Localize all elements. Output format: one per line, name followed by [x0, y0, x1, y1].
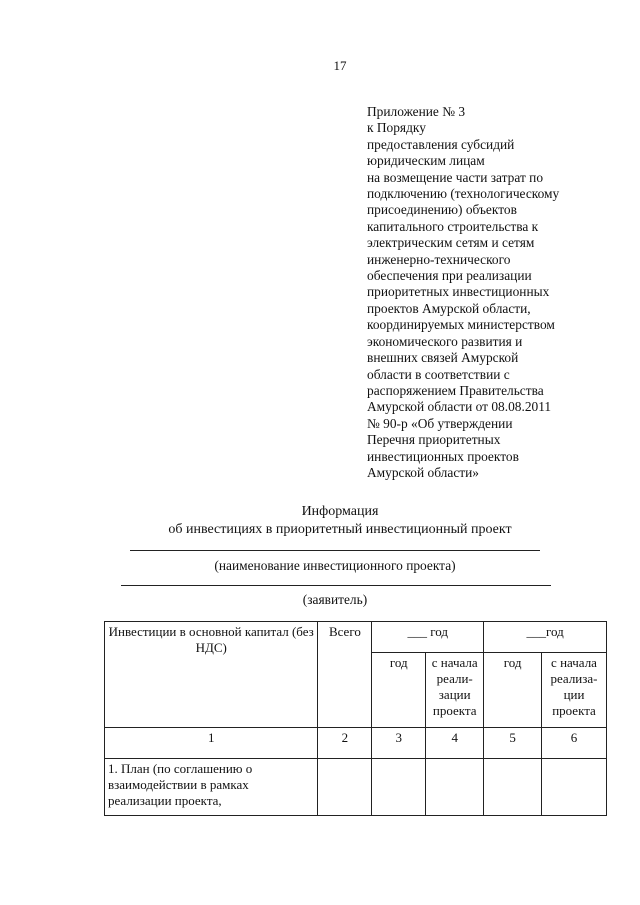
column-number: 3	[372, 728, 426, 759]
applicant-line	[121, 585, 551, 586]
appendix-line: инженерно-технического	[367, 251, 511, 267]
appendix-line: предоставления субсидий	[367, 136, 515, 152]
table-cell	[484, 759, 542, 816]
subheader-since-start-1: с начала реали-зации проекта	[426, 653, 484, 728]
appendix-line: присоединению) объектов	[367, 202, 517, 218]
appendix-line: Амурской области от 08.08.2011	[367, 399, 552, 415]
appendix-line: капитального строительства к	[367, 218, 539, 234]
appendix-line: к Порядку	[367, 120, 426, 136]
appendix-line: инвестиционных проектов	[367, 448, 519, 464]
page-number: 17	[333, 58, 347, 73]
column-number: 4	[426, 728, 484, 759]
column-number: 1	[105, 728, 318, 759]
table-cell	[542, 759, 607, 816]
column-number: 2	[318, 728, 372, 759]
appendix-line: внешних связей Амурской	[367, 350, 519, 366]
appendix-line: юридическим лицам	[367, 153, 485, 169]
document-subtitle: об инвестициях в приоритетный инвестиционный проект	[168, 522, 512, 537]
appendix-line: распоряжением Правительства	[367, 382, 544, 398]
header-total: Всего	[318, 622, 372, 728]
appendix-line: проектов Амурской области,	[367, 300, 531, 316]
table-row	[105, 759, 607, 816]
appendix-line: экономического развития и	[367, 333, 523, 349]
column-number: 6	[542, 728, 607, 759]
table-cell	[426, 759, 484, 816]
appendix-line: № 90-р «Об утверждении	[367, 415, 513, 431]
table-header-row	[105, 622, 607, 653]
appendix-line: на возмещение части затрат по	[367, 169, 544, 185]
investment-table	[104, 621, 607, 816]
appendix-line: подключению (технологическому	[367, 186, 560, 202]
subheader-since-start-2: с начала реализа-ции проекта	[542, 653, 607, 728]
project-name-caption: (наименование инвестиционного проекта)	[214, 558, 456, 573]
header-year-group-1: ___ год	[372, 622, 484, 653]
applicant-caption: (заявитель)	[302, 592, 368, 607]
appendix-line: Амурской области»	[367, 464, 479, 480]
row-plan-label: 1. План (по соглашению о взаимодействии в рамках реализации проекта,	[105, 759, 318, 816]
appendix-block	[367, 104, 617, 481]
appendix-line: приоритетных инвестиционных	[367, 284, 550, 300]
appendix-line: области в соответствии с	[367, 366, 510, 382]
table-column-numbers-row	[105, 728, 607, 759]
header-investments: Инвестиции в основной капитал (без НДС)	[105, 622, 318, 728]
header-year-group-2: ___год	[484, 622, 607, 653]
document-title: Информация	[301, 504, 379, 519]
appendix-line: электрическим сетям и сетям	[367, 235, 535, 251]
appendix-line: Приложение № 3	[367, 104, 466, 119]
table-cell	[318, 759, 372, 816]
appendix-line: координируемых министерством	[367, 317, 555, 333]
column-number: 5	[484, 728, 542, 759]
subheader-year-2: год	[484, 653, 542, 728]
project-name-line	[130, 550, 540, 551]
subheader-year-1: год	[372, 653, 426, 728]
table-cell	[372, 759, 426, 816]
appendix-line: обеспечения при реализации	[367, 268, 532, 284]
appendix-line: Перечня приоритетных	[367, 432, 501, 448]
